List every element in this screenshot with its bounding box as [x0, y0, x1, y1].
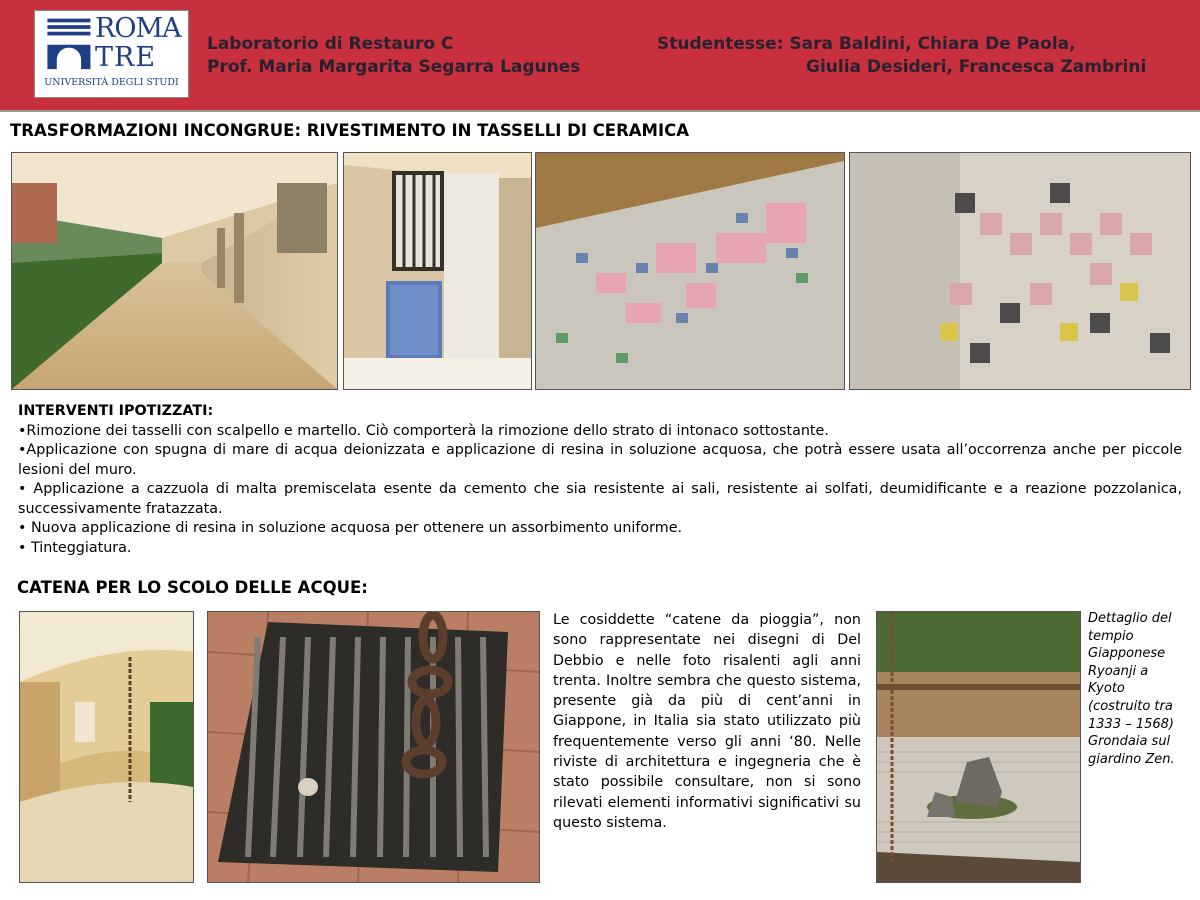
photo-drain-grate	[207, 611, 540, 883]
students-line-2: Giulia Desideri, Francesca Zambrini	[806, 57, 1147, 77]
logo-text-roma: ROMA	[95, 13, 181, 44]
photo-curved-corridor	[19, 611, 194, 883]
photo-mosaic-wall	[535, 152, 845, 390]
logo-subtitle: UNIVERSITÀ DEGLI STUDI	[44, 77, 179, 88]
photo-door-tiles	[343, 152, 532, 390]
interventi-item-1: •Rimozione dei tasselli con scalpello e martello. Ciò comporterà la rimozione dello strato di intonaco sottostante.	[18, 422, 829, 439]
photo-tile-closeup	[849, 152, 1191, 390]
logo-text-tre: TRE	[95, 42, 157, 73]
interventi-heading: INTERVENTI IPOTIZZATI:	[18, 403, 214, 419]
photo-zen-garden	[876, 611, 1081, 883]
zen-garden-caption: Dettaglio del tempio Giapponese Ryoanji a Kyoto (costruito tra 1333 – 1568) Grondaia sul giardino Zen.	[1088, 611, 1175, 767]
interventi-block	[18, 402, 1182, 558]
interventi-item-4: • Nuova applicazione di resina in soluzione acquosa per ottenere un assorbimento uniforme.	[18, 520, 683, 536]
roma-tre-logo	[34, 10, 189, 98]
interventi-item-2: •Applicazione con spugna di mare di acqua deionizzata e applicazione di resina in soluzione acquosa, che potrà essere usata all’occorrenza anche per piccole lesioni del muro.	[18, 442, 1182, 478]
header-divider	[0, 110, 1200, 112]
interventi-item-3: • Applicazione a cazzuola di malta premiscelata esente da cemento che sia resistente ai sali, resistente ai solfati, deumidificante e a reazione pozzolanica, successivamente fratazzata.	[18, 481, 1182, 517]
lab-title: Laboratorio di Restauro C	[207, 34, 454, 54]
header-banner	[0, 0, 1200, 110]
students-line-1: Studentesse: Sara Baldini, Chiara De Paola,	[657, 34, 1076, 54]
section-title-ceramica: TRASFORMAZIONI INCONGRUE: RIVESTIMENTO IN TASSELLI DI CERAMICA	[10, 121, 689, 140]
catena-description: Le cosiddette “catene da pioggia”, non sono rappresentate nei disegni di Del Debbio e nelle foto risalenti agli anni trenta. Inoltre sembra che questo sistema, presente già da più di cent’anni in Giappone, in Italia sia stato utilizzato più frequentemente verso gli anni ‘80. Nelle riviste di architettura e ingegneria che è stato possibile consultare, non si sono rilevati elementi informativi significativi su questo sistema.	[553, 612, 861, 831]
professor-name: Prof. Maria Margarita Segarra Lagunes	[207, 57, 581, 77]
photo-corridor	[11, 152, 338, 390]
section-title-catena: CATENA PER LO SCOLO DELLE ACQUE:	[17, 578, 368, 597]
interventi-item-5: • Tinteggiatura.	[18, 539, 132, 556]
